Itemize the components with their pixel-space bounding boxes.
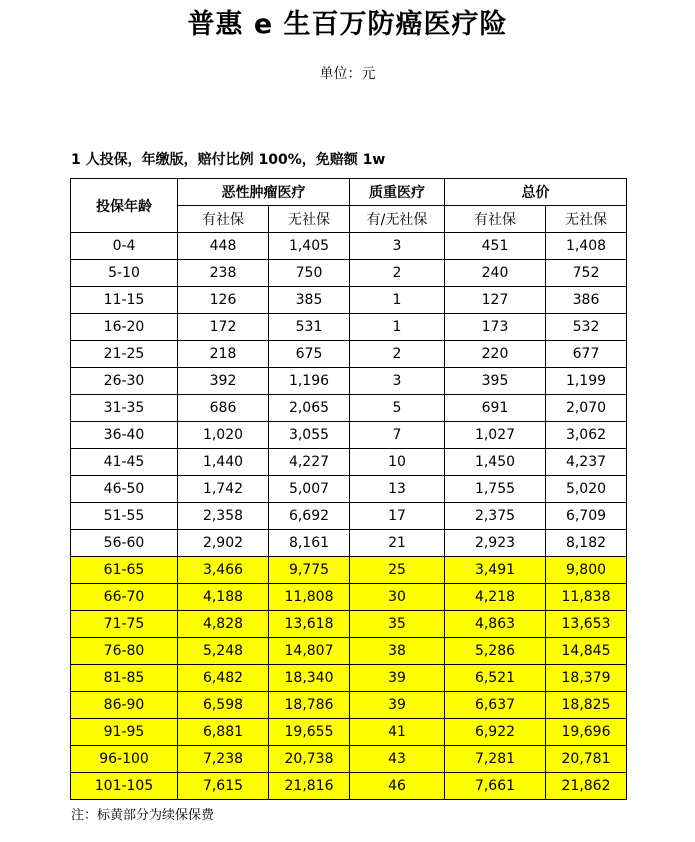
cell-total-with-social: 5,286 [445,638,546,665]
cell-cancer-with-social: 238 [178,260,269,287]
cell-cancer-with-social: 6,598 [178,692,269,719]
cell-total-with-social: 2,923 [445,530,546,557]
cell-severe: 17 [350,503,445,530]
cell-total-with-social: 240 [445,260,546,287]
cell-cancer-with-social: 4,828 [178,611,269,638]
cell-total-with-social: 395 [445,368,546,395]
cell-cancer-with-social: 5,248 [178,638,269,665]
cell-age: 16-20 [71,314,178,341]
cell-cancer-with-social: 448 [178,233,269,260]
cell-total-without-social: 677 [546,341,627,368]
cell-cancer-without-social: 5,007 [269,476,350,503]
cell-total-with-social: 127 [445,287,546,314]
cell-total-with-social: 6,637 [445,692,546,719]
cell-total-with-social: 3,491 [445,557,546,584]
cell-age: 101-105 [71,773,178,800]
cell-total-with-social: 691 [445,395,546,422]
header-severe-medical: 质重医疗 [350,179,445,206]
unit-label: 单位：元 [319,66,376,82]
cell-cancer-without-social: 18,786 [269,692,350,719]
cell-cancer-with-social: 6,482 [178,665,269,692]
cell-cancer-without-social: 2,065 [269,395,350,422]
header-cancer-medical: 恶性肿瘤医疗 [178,179,350,206]
cell-cancer-with-social: 3,466 [178,557,269,584]
cell-cancer-without-social: 385 [269,287,350,314]
table-row [71,314,627,341]
cell-total-with-social: 220 [445,341,546,368]
cell-cancer-with-social: 4,188 [178,584,269,611]
header-age: 投保年龄 [71,179,178,233]
cell-total-without-social: 14,845 [546,638,627,665]
cell-age: 46-50 [71,476,178,503]
cell-total-with-social: 7,281 [445,746,546,773]
footnote: 注：标黄部分为续保保费 [71,808,215,823]
cell-total-with-social: 173 [445,314,546,341]
cell-age: 11-15 [71,287,178,314]
cell-severe: 1 [350,314,445,341]
cell-severe: 3 [350,233,445,260]
cell-cancer-without-social: 18,340 [269,665,350,692]
cell-cancer-with-social: 1,742 [178,476,269,503]
table-row [71,422,627,449]
cell-cancer-with-social: 1,020 [178,422,269,449]
cell-cancer-without-social: 11,808 [269,584,350,611]
cell-age: 5-10 [71,260,178,287]
cell-total-without-social: 3,062 [546,422,627,449]
cell-age: 41-45 [71,449,178,476]
cell-cancer-without-social: 14,807 [269,638,350,665]
cell-total-with-social: 1,450 [445,449,546,476]
cell-age: 66-70 [71,584,178,611]
header-total: 总价 [445,179,627,206]
cell-total-without-social: 8,182 [546,530,627,557]
cell-cancer-without-social: 750 [269,260,350,287]
cell-cancer-without-social: 1,196 [269,368,350,395]
table-row [71,449,627,476]
cell-cancer-with-social: 172 [178,314,269,341]
table-row [71,611,627,638]
table-row [71,692,627,719]
cell-severe: 10 [350,449,445,476]
subheader-with-social: 有社保 [178,206,269,233]
table-row [71,665,627,692]
cell-cancer-with-social: 6,881 [178,719,269,746]
table-row [71,638,627,665]
cell-severe: 39 [350,665,445,692]
subheader-total-with-social: 有社保 [445,206,546,233]
cell-total-without-social: 4,237 [546,449,627,476]
cell-cancer-with-social: 392 [178,368,269,395]
cell-total-without-social: 1,199 [546,368,627,395]
cell-cancer-without-social: 8,161 [269,530,350,557]
cell-total-without-social: 19,696 [546,719,627,746]
cell-age: 56-60 [71,530,178,557]
cell-cancer-without-social: 21,816 [269,773,350,800]
cell-cancer-with-social: 2,358 [178,503,269,530]
cell-severe: 41 [350,719,445,746]
cell-age: 0-4 [71,233,178,260]
cell-total-without-social: 11,838 [546,584,627,611]
table-row [71,773,627,800]
cell-age: 31-35 [71,395,178,422]
table-row [71,530,627,557]
table-row [71,368,627,395]
cell-cancer-without-social: 675 [269,341,350,368]
table-row [71,233,627,260]
cell-severe: 38 [350,638,445,665]
cell-cancer-with-social: 218 [178,341,269,368]
cell-severe: 25 [350,557,445,584]
cell-severe: 43 [350,746,445,773]
cell-cancer-with-social: 7,615 [178,773,269,800]
table-row [71,557,627,584]
cell-total-without-social: 2,070 [546,395,627,422]
table-row [71,287,627,314]
cell-cancer-without-social: 9,775 [269,557,350,584]
cell-cancer-without-social: 19,655 [269,719,350,746]
cell-age: 26-30 [71,368,178,395]
table-row [71,746,627,773]
cell-cancer-without-social: 20,738 [269,746,350,773]
cell-total-without-social: 6,709 [546,503,627,530]
cell-age: 76-80 [71,638,178,665]
subheader-total-without-social: 无社保 [546,206,627,233]
cell-age: 51-55 [71,503,178,530]
subheader-either-social: 有/无社保 [350,206,445,233]
cell-cancer-with-social: 7,238 [178,746,269,773]
premium-table [70,178,627,800]
cell-severe: 35 [350,611,445,638]
cell-cancer-with-social: 126 [178,287,269,314]
cell-total-with-social: 1,027 [445,422,546,449]
cell-total-without-social: 21,862 [546,773,627,800]
table-body [71,233,627,800]
cell-cancer-with-social: 2,902 [178,530,269,557]
cell-cancer-without-social: 3,055 [269,422,350,449]
table-caption: 1 人投保，年缴版，赔付比例 100%，免赔额 1w [71,152,386,168]
cell-severe: 21 [350,530,445,557]
table-row [71,719,627,746]
cell-age: 96-100 [71,746,178,773]
cell-cancer-without-social: 4,227 [269,449,350,476]
cell-total-without-social: 20,781 [546,746,627,773]
table-row [71,476,627,503]
cell-total-without-social: 386 [546,287,627,314]
cell-total-with-social: 451 [445,233,546,260]
cell-total-without-social: 5,020 [546,476,627,503]
cell-total-without-social: 18,825 [546,692,627,719]
cell-age: 71-75 [71,611,178,638]
cell-total-with-social: 4,218 [445,584,546,611]
cell-total-without-social: 9,800 [546,557,627,584]
cell-total-with-social: 7,661 [445,773,546,800]
cell-severe: 2 [350,260,445,287]
cell-total-without-social: 18,379 [546,665,627,692]
cell-severe: 1 [350,287,445,314]
cell-severe: 7 [350,422,445,449]
table-row [71,260,627,287]
cell-cancer-without-social: 1,405 [269,233,350,260]
cell-severe: 13 [350,476,445,503]
cell-cancer-without-social: 13,618 [269,611,350,638]
page-title: 普惠 e 生百万防癌医疗险 [187,9,508,40]
cell-severe: 5 [350,395,445,422]
cell-cancer-without-social: 531 [269,314,350,341]
table-row [71,395,627,422]
cell-total-with-social: 6,521 [445,665,546,692]
cell-severe: 46 [350,773,445,800]
cell-severe: 30 [350,584,445,611]
table-row [71,584,627,611]
cell-age: 36-40 [71,422,178,449]
cell-severe: 2 [350,341,445,368]
subheader-without-social: 无社保 [269,206,350,233]
cell-age: 21-25 [71,341,178,368]
cell-total-with-social: 2,375 [445,503,546,530]
cell-total-with-social: 6,922 [445,719,546,746]
table-row [71,503,627,530]
cell-total-without-social: 1,408 [546,233,627,260]
cell-severe: 3 [350,368,445,395]
cell-total-with-social: 4,863 [445,611,546,638]
cell-age: 86-90 [71,692,178,719]
cell-total-without-social: 13,653 [546,611,627,638]
table-row [71,341,627,368]
cell-cancer-without-social: 6,692 [269,503,350,530]
cell-age: 81-85 [71,665,178,692]
cell-severe: 39 [350,692,445,719]
cell-total-without-social: 532 [546,314,627,341]
cell-age: 91-95 [71,719,178,746]
cell-total-with-social: 1,755 [445,476,546,503]
cell-age: 61-65 [71,557,178,584]
cell-total-without-social: 752 [546,260,627,287]
cell-cancer-with-social: 1,440 [178,449,269,476]
cell-cancer-with-social: 686 [178,395,269,422]
